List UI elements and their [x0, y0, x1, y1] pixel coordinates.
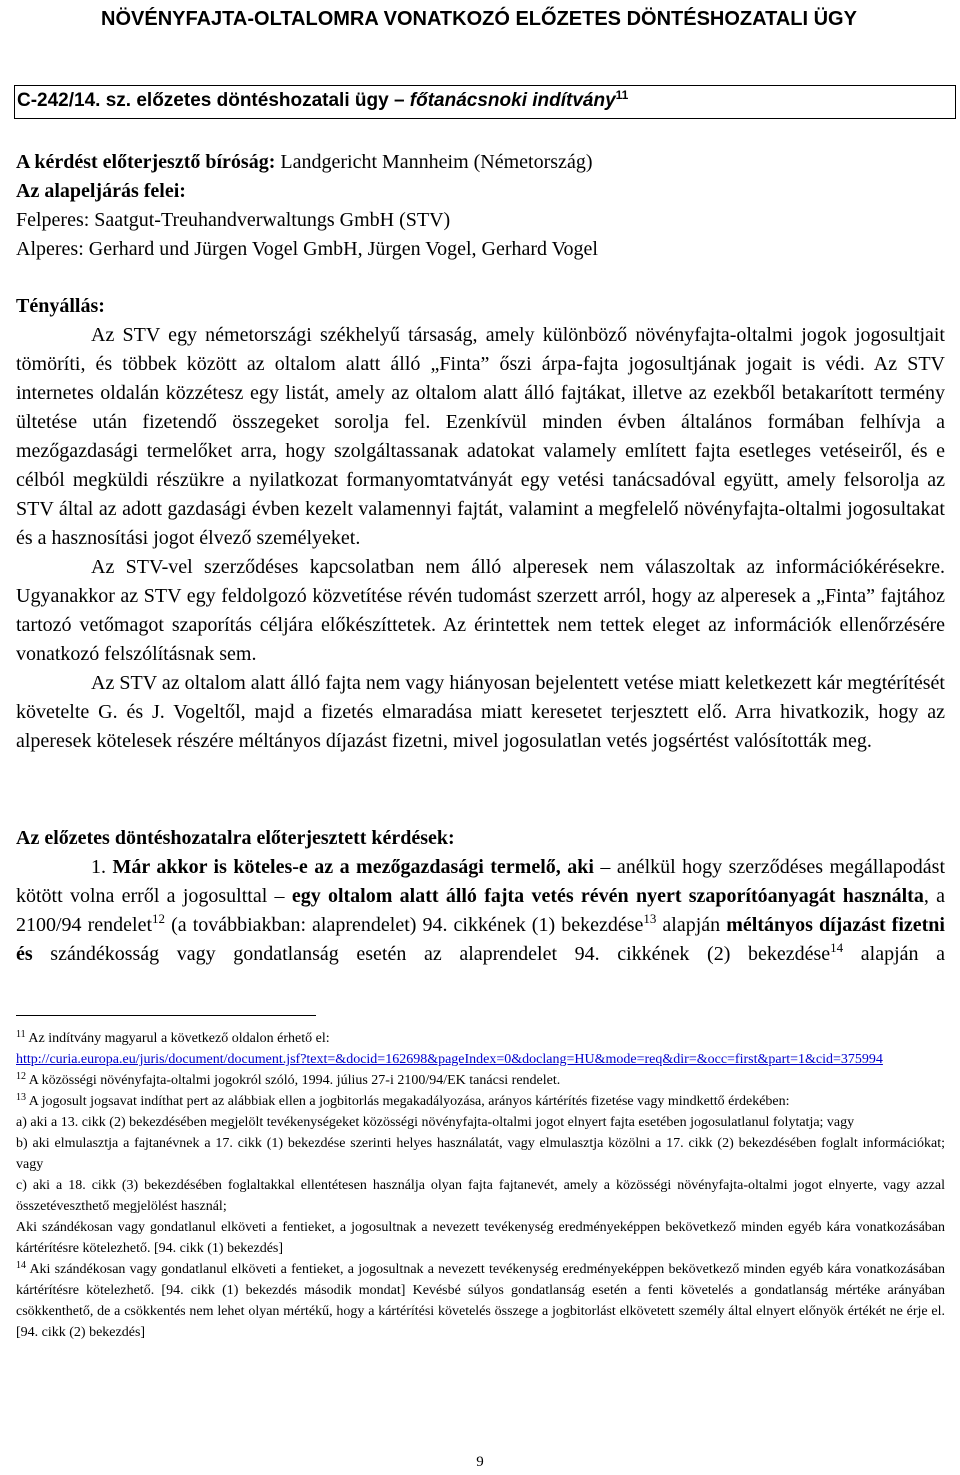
question-number: 1. [91, 856, 106, 878]
question-text-8: szándékosság vagy gondatlanság esetén az alaprendelet 94. cikkének (2) bekezdése [32, 943, 831, 965]
footnote-ref-12[interactable]: 12 [152, 911, 166, 926]
question-text-4: , a 2100/94 rendelet [16, 885, 945, 936]
footnote-ref-11[interactable]: 11 [615, 88, 629, 102]
footnote-13-a: a) aki a 13. cikk (2) bekezdésében megjelölt tevékenységeket közösségi növényfajta-oltalmi jogot elnyert fajta esetében jogosulatlanul folytatja; vagy [16, 1115, 855, 1130]
footnote-14 [16, 1259, 945, 1343]
court-label: A kérdést előterjesztő bíróság: [16, 151, 276, 173]
footnote-number: 14 [16, 1260, 26, 1271]
question-text-5: (a továbbiakban: alaprendelet) 94. cikkének (1) bekezdése [165, 914, 644, 936]
facts-heading: Tényállás: [16, 295, 105, 317]
facts-paragraph-1: Az STV egy németországi székhelyű társaság, amely különböző növényfajta-oltalmi jogok jogosultjait tömöríti, és többek között az oltalom alatt álló „Finta” őszi árpa-fajta jogosultjának jogait is védi. Az STV internetes oldalán közzétesz egy listát, amely az oltalom alatt álló fajtákat, illetve az ezekből betakarított termény ültetése után fizetendő összegeket sorolja fel. Ezenkívül minden évben általános formában felhívja a mezőgazdasági termelőket arra, hogy szolgáltassanak adatokat valamely említett fajta esetleges vetéseiről, és e célból megküldi részükre a nyilatkozat formanyomtatványát egy vetési tanácsadóval együtt, amely felsorolja az STV által az adott gazdasági évben kezelt valamennyi fajtát, valamint a megfelelő növényfajta-oltalmi jogosultakat és a hasznosítási jogot élvező személyeket. [16, 324, 945, 549]
footnote-12 [16, 1070, 945, 1091]
case-number-box [14, 85, 956, 119]
question-text-bold-3: egy oltalom alatt álló fajta vetés révén nyert szaporítóanyagát használta [291, 885, 924, 907]
footnote-13-b: b) aki elmulasztja a fajtanévnek a 17. cikk (1) bekezdése szerinti helyes használatát, vagy elmulasztja közölni a 17. cikk (2) bekezdésében foglalt információkat; vagy [16, 1136, 945, 1172]
plaintiff: Felperes: Saatgut-Treuhandverwaltungs GmbH (STV) [16, 209, 451, 231]
court-value: Landgericht Mannheim (Németország) [280, 151, 593, 173]
case-number: C-242/14. sz. előzetes döntéshozatali ügy – [17, 90, 405, 111]
question-text-bold-1: Már akkor is köteles-e az a mezőgazdasági termelő, aki [112, 856, 594, 878]
footnote-number: 11 [16, 1029, 26, 1040]
footnote-number: 12 [16, 1071, 26, 1082]
parties-block [16, 148, 946, 264]
footnote-13-c: c) aki a 18. cikk (3) bekezdésében foglaltakkal ellentétesen használja olyan fajta fajtanevét, amely a közösségi növényfajta-oltalmi jogot elnyerte, vagy azzal összetéveszthető megjelölést használ; [16, 1178, 945, 1214]
question-text-2: – anélkül hogy szerződéses megállapodást kötött volna erről a jogosulttal – [16, 856, 946, 907]
footnote-separator [16, 1015, 316, 1016]
question-1 [16, 853, 945, 969]
footnote-ref-14[interactable]: 14 [830, 940, 844, 955]
question-text-6: alapján [656, 914, 727, 936]
footnote-13-d: Aki szándékosan vagy gondatlanul elköveti a fentieket, a jogosultnak a nevezett tevékenység eredményeképpen bekövetkező minden egyéb kára vonatkozásában kártérítésre kötelezhető. [94. cikk (1) bekezdés] [16, 1220, 945, 1256]
question-text-9: alapján a [843, 943, 945, 965]
page-number: 9 [476, 1454, 484, 1470]
facts-paragraph-3: Az STV az oltalom alatt álló fajta nem vagy hiányosan bejelentett vetése miatt keletkezett kár megtérítését követelte G. és J. Vogeltől, majd a fizetés elmaradása miatt keresetet terjesztett elő. Arra hivatkozik, hogy az alperesek kötelesek részére méltányos díjazást fizetni, mivel jogosulatlan vetés jogsértést valósították meg. [16, 672, 945, 752]
footnotes [16, 1028, 945, 1343]
footnote-number: 13 [16, 1092, 26, 1103]
footnote-11 [16, 1028, 945, 1070]
page-title: NÖVÉNYFAJTA-OLTALOMRA VONATKOZÓ ELŐZETES DÖNTÉSHOZATALI ÜGY [101, 8, 857, 30]
question-text-bold-7: méltányos díjazást fizetni és [16, 914, 945, 965]
facts-body [16, 321, 945, 756]
footnote-text: Aki szándékosan vagy gondatlanul elköveti a fentieket, a jogosultnak a nevezett tevékenység eredményeképpen bekövetkező minden egyéb kára vonatkozásában kártérítésre kötelezhető. [94. cikk (1) bekezdés második mondat] Kevésbé súlyos gondatlanság esetén a fenti követelés a gondatlanság mértéke arányában csökkenthető, de a csökkentés nem lehet olyan mértékű, hogy a kártérítési követelés összege a jogbitorlást elkövetett személy által elnyert előnyök értékét ne érje el. [94. cikk (2) bekezdés] [16, 1262, 945, 1340]
case-suffix: főtanácsnoki indítvány [409, 90, 616, 111]
referring-court [16, 148, 946, 177]
defendant: Alperes: Gerhard und Jürgen Vogel GmbH, Jürgen Vogel, Gerhard Vogel [16, 238, 598, 260]
questions-heading: Az előzetes döntéshozatalra előterjesztett kérdések: [16, 827, 455, 849]
footnote-text: Az indítvány magyarul a következő oldalon érhető el: [25, 1031, 330, 1046]
footnote-13 [16, 1091, 945, 1112]
footnote-ref-13[interactable]: 13 [643, 911, 657, 926]
footnote-text: A közösségi növényfajta-oltalmi jogokról szóló, 1994. július 27-i 2100/94/EK tanácsi rendelet. [26, 1073, 561, 1088]
curia-link[interactable]: http://curia.europa.eu/juris/document/document.jsf?text=&docid=162698&pageIndex=0&doclang=HU&mode=req&dir=&occ=first&part=1&cid=375994 [16, 1052, 883, 1067]
parties-label: Az alapeljárás felei: [16, 180, 186, 202]
footnote-text: A jogosult jogsavat indíthat pert az alábbiak ellen a jogbitorlás megakadályozása, arányos kártérítés fizetése vagy mindkettő érdekében: [26, 1094, 790, 1109]
facts-paragraph-2: Az STV-vel szerződéses kapcsolatban nem álló alperesek nem válaszoltak az információkérésekre. Ugyanakkor az STV egy feldolgozó közvetítése révén tudomást szerzett arról, hogy az alperesek a „Finta” fajtához tartozó vetőmagot szaporítás céljára előkészíttetek. Az érintettek nem tettek eleget az információk ellenőrzésére vonatkozó felszólításnak sem. [16, 556, 945, 665]
